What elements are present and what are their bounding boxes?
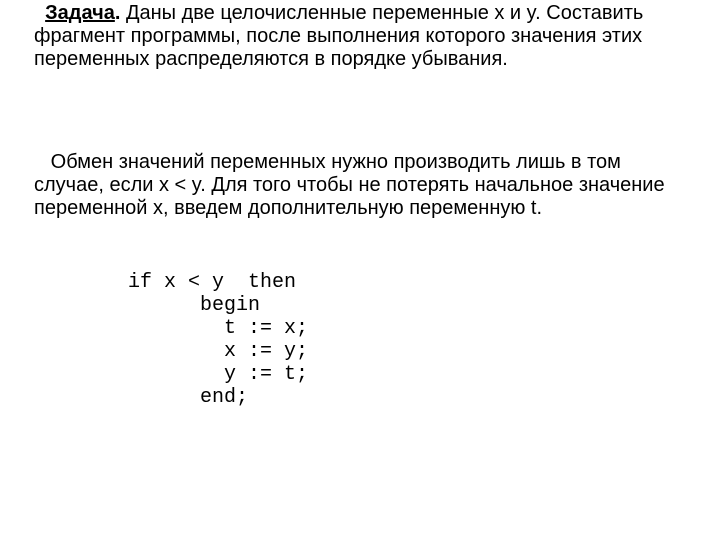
code-line: x := y; <box>128 340 309 363</box>
code-line: y := t; <box>128 363 309 386</box>
code-line: t := x; <box>128 317 309 340</box>
task-label: Задача <box>45 2 115 24</box>
task-paragraph <box>34 2 674 71</box>
code-line: if x < y then <box>128 271 297 294</box>
code-line: begin <box>128 294 261 317</box>
task-text: Даны две целочисленные переменные x и y. Составить фрагмент программы, после выполнения которого значения этих переменных распределяются в порядке убывания. <box>34 2 649 70</box>
code-line: end; <box>128 386 249 409</box>
task-label-suffix: . <box>114 2 121 24</box>
task-indent <box>34 2 45 24</box>
code-block <box>128 271 308 409</box>
explanation-paragraph: Обмен значений переменных нужно производить лишь в том случае, если x < y. Для того чтобы не потерять начальное значение переменной x, введем дополнительную переменную t. <box>34 151 671 219</box>
